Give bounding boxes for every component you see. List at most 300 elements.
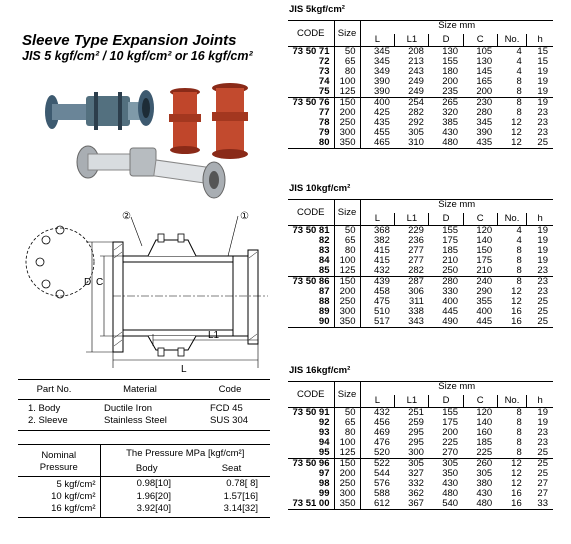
value-cell: 80 [334,67,360,77]
value-cell: 19 [537,76,548,87]
value-cell: 210 [476,265,493,276]
value-cell: 345 [360,57,395,67]
value-cell: 435 [360,118,395,128]
header-size-mm: Size mm [360,382,553,395]
value-cell: 254 [395,98,429,109]
value-cell: 544 [360,469,395,479]
spec-row [288,138,553,149]
value-cell: 349 [360,67,395,77]
value-cell: 19 [537,407,548,418]
value-cell: 249 [408,86,424,97]
value-cell: 250 [334,118,360,128]
value-cell: 390 [360,77,395,87]
value-cell: 4 [516,225,522,236]
dim-label-C: C [96,277,104,288]
value-cell: 465 [360,138,395,149]
value-cell: 130 [442,46,459,57]
red-joint-image-2 [212,83,248,159]
value-cell: 12 [511,468,522,479]
value-cell: 19 [527,98,553,109]
value-cell: 12 [511,127,522,138]
header-col: L [360,395,395,408]
value-cell: 8 [516,447,522,458]
code-cell: 98 [318,478,330,489]
part-material: Stainless Steel [90,415,190,431]
header-code: CODE [288,200,334,226]
value-cell: 16 [497,317,527,328]
value-cell: 259 [408,417,424,428]
value-cell: 125 [334,266,360,277]
header-col: No. [497,34,527,47]
product-photos [20,68,270,208]
value-cell: 260 [463,459,497,470]
value-cell: 160 [476,427,493,438]
pressure-header-seat: Seat [193,463,270,477]
value-cell: 8 [516,245,522,256]
value-cell: 362 [408,488,424,499]
value-cell: 251 [408,407,424,418]
value-cell: 230 [463,98,497,109]
value-cell: 200 [442,427,459,438]
code-cell: 92 [318,417,330,428]
value-cell: 243 [408,66,424,77]
header-col: C [463,395,497,408]
code-cell: 87 [318,286,330,297]
value-cell: 250 [334,479,360,489]
pressure-header-nominal: Nominal Pressure [18,445,100,477]
value-cell: 25 [537,468,548,479]
code-cell: 73 50 76 [288,98,334,109]
value-cell: 155 [442,225,459,236]
value-cell: 305 [408,127,424,138]
code-cell: 85 [318,265,330,276]
joint-section [113,240,268,352]
code-cell: 75 [318,86,330,97]
value-cell: 25 [537,296,548,307]
code-cell: 73 51 00 [288,499,334,510]
value-cell: 300 [334,307,360,317]
value-cell: 19 [537,235,548,246]
pressure-header-body: Body [100,463,193,477]
value-cell: 175 [442,235,459,246]
value-cell: 265 [429,98,463,109]
pressure-body: 3.92[40] [100,503,193,518]
silver-joint-image [77,146,225,198]
header-col: L1 [395,213,429,226]
value-cell: 292 [408,117,424,128]
value-cell: 150 [334,98,360,109]
value-cell: 175 [442,417,459,428]
header-code: CODE [288,382,334,408]
pressure-nominal: 16 kgf/cm² [18,503,100,518]
value-cell: 16 [511,488,522,499]
header-col: C [463,213,497,226]
value-cell: 225 [442,437,459,448]
value-cell: 8 [516,437,522,448]
value-cell: 300 [334,128,360,138]
value-cell: 150 [334,459,360,470]
page-title: Sleeve Type Expansion Joints [22,32,237,49]
code-cell: 88 [318,296,330,307]
value-cell: 350 [334,499,360,510]
value-cell: 23 [537,286,548,297]
value-cell: 430 [442,478,459,489]
value-cell: 15 [537,46,548,57]
value-cell: 150 [476,245,493,256]
value-cell: 338 [408,306,424,317]
value-cell: 382 [360,236,395,246]
value-cell: 120 [476,407,493,418]
code-cell: 72 [318,56,330,67]
value-cell: 415 [360,256,395,266]
value-cell: 19 [537,255,548,266]
value-cell: 25 [527,138,553,149]
value-cell: 23 [537,427,548,438]
header-col: D [429,34,463,47]
spec-table-title: JIS 10kgf/cm² [289,183,351,194]
pressure-row [18,477,270,492]
value-cell: 19 [537,417,548,428]
value-cell: 390 [476,127,493,138]
value-cell: 8 [516,427,522,438]
value-cell: 305 [395,459,429,470]
value-cell: 425 [360,108,395,118]
spec-row [288,266,553,277]
value-cell: 343 [395,317,429,328]
value-cell: 200 [334,469,360,479]
value-cell: 23 [527,277,553,288]
value-cell: 522 [360,459,395,470]
code-cell: 73 50 91 [292,407,330,418]
value-cell: 12 [511,117,522,128]
value-cell: 23 [537,117,548,128]
value-cell: 480 [429,138,463,149]
code-cell: 99 [318,488,330,499]
value-cell: 23 [537,265,548,276]
value-cell: 23 [537,127,548,138]
value-cell: 476 [360,438,395,448]
value-cell: 50 [334,408,360,419]
spec-row [288,499,553,510]
value-cell: 33 [527,499,553,510]
value-cell: 150 [334,277,360,288]
header-col: C [463,34,497,47]
code-cell: 73 50 81 [292,225,330,236]
code-cell: 77 [318,107,330,118]
value-cell: 65 [334,57,360,67]
grey-joint-image [45,90,154,130]
header-col: L [360,34,395,47]
code-cell: 78 [318,117,330,128]
value-cell: 250 [442,265,459,276]
pressure-body: 0.98[10] [100,477,193,492]
value-cell: 311 [408,296,424,307]
value-cell: 305 [476,468,493,479]
callout-2: ② [122,211,131,222]
value-cell: 415 [360,246,395,256]
parts-header-code: Code [190,380,270,400]
value-cell: 270 [442,447,459,458]
spec-table [288,20,553,149]
value-cell: 249 [408,76,424,87]
value-cell: 320 [442,107,459,118]
value-cell: 65 [334,418,360,428]
code-cell: 95 [318,447,330,458]
dimension-drawing [18,200,278,375]
header-col: L [360,213,395,226]
value-cell: 456 [360,418,395,428]
pressure-table [18,444,270,518]
spec-table [288,199,553,328]
value-cell: 200 [334,108,360,118]
value-cell: 27 [537,488,548,499]
value-cell: 8 [516,417,522,428]
value-cell: 458 [360,287,395,297]
value-cell: 15 [537,56,548,67]
value-cell: 400 [360,98,395,109]
value-cell: 345 [360,47,395,58]
header-col: D [429,213,463,226]
value-cell: 4 [516,46,522,57]
value-cell: 8 [497,98,527,109]
pressure-nominal: 10 kgf/cm² [51,491,96,502]
code-cell: 80 [288,138,334,149]
value-cell: 277 [408,255,424,266]
value-cell: 517 [360,317,395,328]
dim-label-D: D [84,277,92,288]
value-cell: 130 [476,56,493,67]
red-joint-image-1 [169,88,201,154]
value-cell: 25 [537,447,548,458]
parts-row [18,415,270,431]
value-cell: 210 [442,255,459,266]
pressure-nominal: 5 kgf/cm² [56,479,96,490]
pressure-body: 1.96[20] [100,491,193,503]
value-cell: 8 [497,277,527,288]
value-cell: 165 [476,76,493,87]
value-cell: 280 [429,277,463,288]
code-cell: 93 [318,427,330,438]
value-cell: 300 [334,489,360,499]
value-cell: 282 [408,107,424,118]
value-cell: 180 [442,66,459,77]
value-cell: 19 [537,86,548,97]
value-cell: 50 [334,226,360,237]
page-subtitle: JIS 5 kgf/cm² / 10 kgf/cm² or 16 kgf/cm² [22,49,253,63]
value-cell: 350 [334,317,360,328]
value-cell: 290 [476,286,493,297]
spec-row [288,317,553,328]
value-cell: 19 [537,245,548,256]
value-cell: 16 [497,499,527,510]
value-cell: 368 [360,226,395,237]
header-size: Size [334,200,360,226]
code-cell: 97 [318,468,330,479]
value-cell: 300 [408,447,424,458]
value-cell: 480 [463,499,497,510]
value-cell: 125 [334,448,360,459]
value-cell: 277 [408,245,424,256]
value-cell: 200 [334,287,360,297]
value-cell: 439 [360,277,395,288]
value-cell: 430 [442,127,459,138]
code-cell: 89 [318,306,330,317]
value-cell: 280 [476,107,493,118]
value-cell: 445 [463,317,497,328]
header-code: CODE [288,21,334,47]
value-cell: 520 [360,448,395,459]
value-cell: 380 [476,478,493,489]
part-material: Ductile Iron [104,403,153,414]
value-cell: 310 [395,138,429,149]
value-cell: 4 [516,56,522,67]
value-cell: 25 [527,317,553,328]
value-cell: 19 [537,225,548,236]
value-cell: 12 [511,478,522,489]
value-cell: 355 [476,296,493,307]
header-col: h [527,213,553,226]
header-size-mm: Size mm [360,200,553,213]
value-cell: 100 [334,438,360,448]
value-cell: 445 [442,306,459,317]
value-cell: 23 [537,437,548,448]
code-cell: 73 50 96 [288,459,334,470]
value-cell: 390 [360,87,395,98]
value-cell: 125 [334,87,360,98]
value-cell: 8 [516,407,522,418]
value-cell: 8 [516,86,522,97]
part-no: 1. Body [28,403,61,414]
value-cell: 612 [360,499,395,510]
value-cell: 140 [476,417,493,428]
value-cell: 140 [476,235,493,246]
parts-header-part: Part No. [18,380,90,400]
value-cell: 12 [511,296,522,307]
code-cell: 73 50 71 [292,46,330,57]
value-cell: 175 [476,255,493,266]
value-cell: 25 [527,459,553,470]
value-cell: 12 [511,286,522,297]
header-col: D [429,395,463,408]
value-cell: 27 [537,478,548,489]
header-size-mm: Size mm [360,21,553,34]
value-cell: 350 [334,138,360,149]
header-size: Size [334,382,360,408]
value-cell: 350 [442,468,459,479]
value-cell: 145 [476,66,493,77]
value-cell: 65 [334,236,360,246]
value-cell: 330 [442,286,459,297]
value-cell: 155 [442,56,459,67]
part-no: 2. Sleeve [18,415,90,431]
value-cell: 12 [497,138,527,149]
value-cell: 4 [516,66,522,77]
parts-row [18,400,270,416]
pressure-row [18,503,270,518]
pressure-seat: 0.78[ 8] [226,478,258,489]
code-cell: 94 [318,437,330,448]
value-cell: 25 [537,306,548,317]
dim-label-L1: L1 [208,330,220,341]
value-cell: 332 [408,478,424,489]
value-cell: 4 [516,235,522,246]
value-cell: 295 [408,427,424,438]
part-code: FCD 45 [210,403,243,414]
dim-label-L: L [181,364,187,375]
header-col: L1 [395,34,429,47]
header-col: h [527,395,553,408]
value-cell: 155 [442,407,459,418]
value-cell: 282 [408,265,424,276]
value-cell: 475 [360,297,395,307]
value-cell: 435 [463,138,497,149]
header-col: No. [497,395,527,408]
value-cell: 213 [408,56,424,67]
value-cell: 12 [497,459,527,470]
spec-table-title: JIS 16kgf/cm² [289,365,351,376]
value-cell: 306 [408,286,424,297]
value-cell: 235 [442,86,459,97]
code-cell: 84 [318,255,330,266]
value-cell: 50 [334,47,360,58]
value-cell: 185 [442,245,459,256]
value-cell: 105 [476,46,493,57]
value-cell: 432 [360,266,395,277]
value-cell: 185 [476,437,493,448]
value-cell: 385 [442,117,459,128]
callout-1: ① [240,211,249,222]
code-cell: 90 [288,317,334,328]
code-cell: 83 [318,245,330,256]
value-cell: 19 [537,66,548,77]
value-cell: 540 [429,499,463,510]
header-col: L1 [395,395,429,408]
value-cell: 23 [537,107,548,118]
value-cell: 490 [429,317,463,328]
value-cell: 100 [334,256,360,266]
code-cell: 73 50 86 [288,277,334,288]
value-cell: 367 [395,499,429,510]
code-cell: 82 [318,235,330,246]
value-cell: 305 [429,459,463,470]
value-cell: 236 [408,235,424,246]
value-cell: 327 [408,468,424,479]
value-cell: 287 [395,277,429,288]
value-cell: 510 [360,307,395,317]
value-cell: 469 [360,428,395,438]
code-cell: 74 [318,76,330,87]
pressure-seat: 1.57[16] [223,491,258,502]
parts-header-material: Material [90,380,190,400]
value-cell: 295 [408,437,424,448]
code-cell: 79 [318,127,330,138]
value-cell: 455 [360,128,395,138]
value-cell: 576 [360,479,395,489]
value-cell: 225 [476,447,493,458]
value-cell: 16 [511,306,522,317]
value-cell: 400 [442,296,459,307]
value-cell: 432 [360,408,395,419]
pressure-header-mpa: The Pressure MPa [kgf/cm²] [100,445,270,463]
header-size: Size [334,21,360,47]
value-cell: 100 [334,77,360,87]
value-cell: 80 [334,246,360,256]
value-cell: 200 [476,86,493,97]
value-cell: 480 [442,488,459,499]
value-cell: 345 [476,117,493,128]
parts-table [18,379,270,431]
value-cell: 430 [476,488,493,499]
